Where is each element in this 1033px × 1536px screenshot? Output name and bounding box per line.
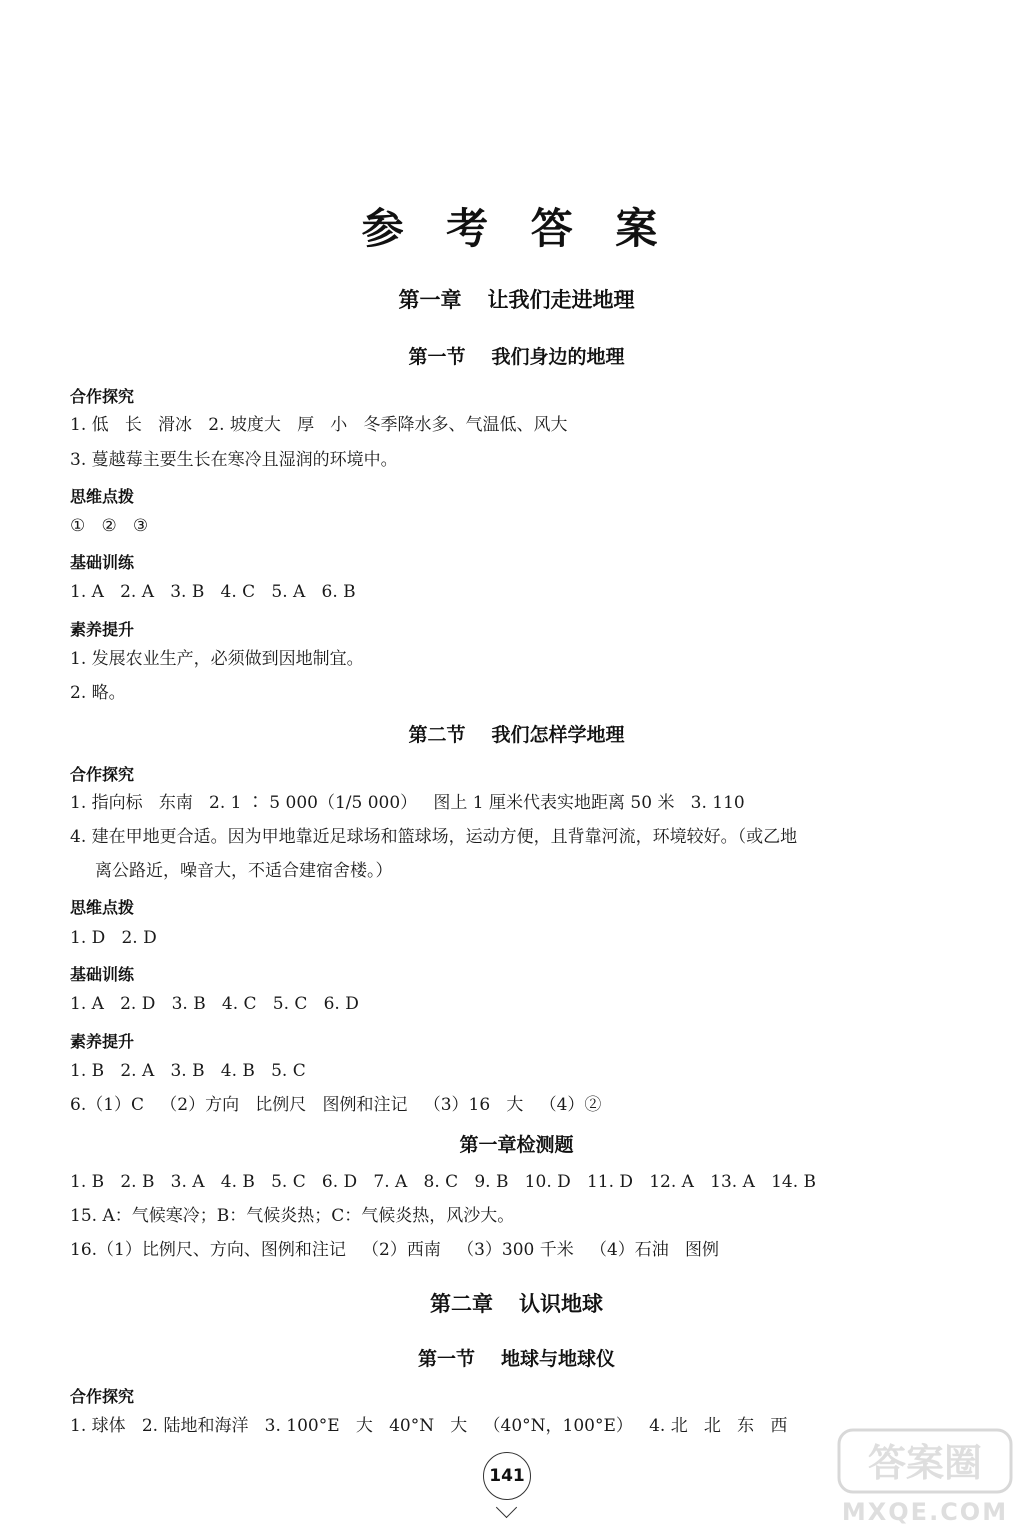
s11-hezuo-line-1: 1. 低 长 滑冰 2. 坡度大 厚 小 冬季降水多、气温低、风大 bbox=[70, 415, 568, 435]
chapter-2-heading bbox=[0, 1288, 1033, 1318]
test-line-2: 15. A：气候寒冷；B：气候炎热；C：气候炎热，风沙大。 bbox=[70, 1206, 515, 1226]
s12-hezuo-line-3: 离公路近，噪音大，不适合建宿舍楼。） bbox=[95, 861, 393, 881]
section-1-2-number: 第二节 bbox=[408, 724, 466, 746]
s12-hezuo-line-1: 1. 指向标 东南 2. 1 ∶ 5 000（1/5 000） 图上 1 厘米代表实地距离 50 米 3. 110 bbox=[70, 793, 745, 813]
test-line-3: 16.（1）比例尺、方向、图例和注记 （2）西南 （3）300 千米 （4）石油 图例 bbox=[70, 1240, 719, 1260]
s12-jichu-line-1: 1. A 2. D 3. B 4. C 5. C 6. D bbox=[70, 994, 359, 1014]
page-title: 参 考 答 案 bbox=[361, 204, 672, 253]
s11-jichu-line-1: 1. A 2. A 3. B 4. C 5. A 6. B bbox=[70, 582, 356, 602]
s12-jichu-label: 基础训练 bbox=[70, 965, 135, 984]
s11-suyang-label: 素养提升 bbox=[70, 620, 135, 639]
watermark-logo bbox=[835, 1424, 1015, 1528]
s11-suyang-line-1: 1. 发展农业生产，必须做到因地制宜。 bbox=[70, 649, 364, 669]
section-2-1-heading bbox=[0, 1344, 1033, 1371]
chapter-1-name: 让我们走进地理 bbox=[487, 288, 635, 312]
watermark-domain: MXQE.COM bbox=[841, 1498, 1009, 1526]
chapter-1-test-heading: 第一章检测题 bbox=[459, 1134, 574, 1156]
section-2-1-name: 地球与地球仪 bbox=[501, 1348, 616, 1370]
s12-hezuo-label: 合作探究 bbox=[70, 765, 135, 784]
section-1-1-name: 我们身边的地理 bbox=[491, 346, 625, 368]
page-number-ornament bbox=[496, 1497, 517, 1518]
chapter-1-number: 第一章 bbox=[398, 288, 462, 312]
chapter-1-heading bbox=[0, 284, 1033, 314]
s11-siwei-label: 思维点拨 bbox=[70, 487, 135, 506]
s11-siwei-line-1: ① ② ③ bbox=[70, 516, 149, 536]
s11-hezuo-label: 合作探究 bbox=[70, 387, 135, 406]
page-number-badge: 141 bbox=[483, 1452, 531, 1500]
section-1-2-heading bbox=[0, 720, 1033, 747]
s12-siwei-label: 思维点拨 bbox=[70, 898, 135, 917]
s11-suyang-line-2: 2. 略。 bbox=[70, 683, 126, 703]
section-1-1-number: 第一节 bbox=[408, 346, 466, 368]
s11-hezuo-line-2: 3. 蔓越莓主要生长在寒冷且湿润的环境中。 bbox=[70, 450, 398, 470]
test-line-1: 1. B 2. B 3. A 4. B 5. C 6. D 7. A 8. C 9. B 10. D 11. D 12. A 13. A 14. B bbox=[70, 1172, 817, 1192]
s12-suyang-line-2: 6.（1）C （2）方向 比例尺 图例和注记 （3）16 大 （4）② bbox=[70, 1095, 602, 1115]
s21-hezuo-line-1: 1. 球体 2. 陆地和海洋 3. 100°E 大 40°N 大 （40°N，100°E） 4. 北 北 东 西 bbox=[70, 1416, 788, 1436]
section-2-1-number: 第一节 bbox=[417, 1348, 475, 1370]
s11-jichu-label: 基础训练 bbox=[70, 553, 135, 572]
section-1-2-name: 我们怎样学地理 bbox=[491, 724, 625, 746]
section-1-1-heading bbox=[0, 342, 1033, 369]
s12-hezuo-line-2: 4. 建在甲地更合适。因为甲地靠近足球场和篮球场，运动方便，且背靠河流，环境较好。（或乙地 bbox=[70, 827, 798, 847]
watermark-text: 答案圈 bbox=[867, 1441, 983, 1485]
s12-siwei-line-1: 1. D 2. D bbox=[70, 928, 157, 948]
s12-suyang-line-1: 1. B 2. A 3. B 4. B 5. C bbox=[70, 1061, 306, 1081]
chapter-2-name: 认识地球 bbox=[519, 1292, 603, 1316]
s12-suyang-label: 素养提升 bbox=[70, 1032, 135, 1051]
s21-hezuo-label: 合作探究 bbox=[70, 1387, 135, 1406]
chapter-2-number: 第二章 bbox=[430, 1292, 493, 1316]
